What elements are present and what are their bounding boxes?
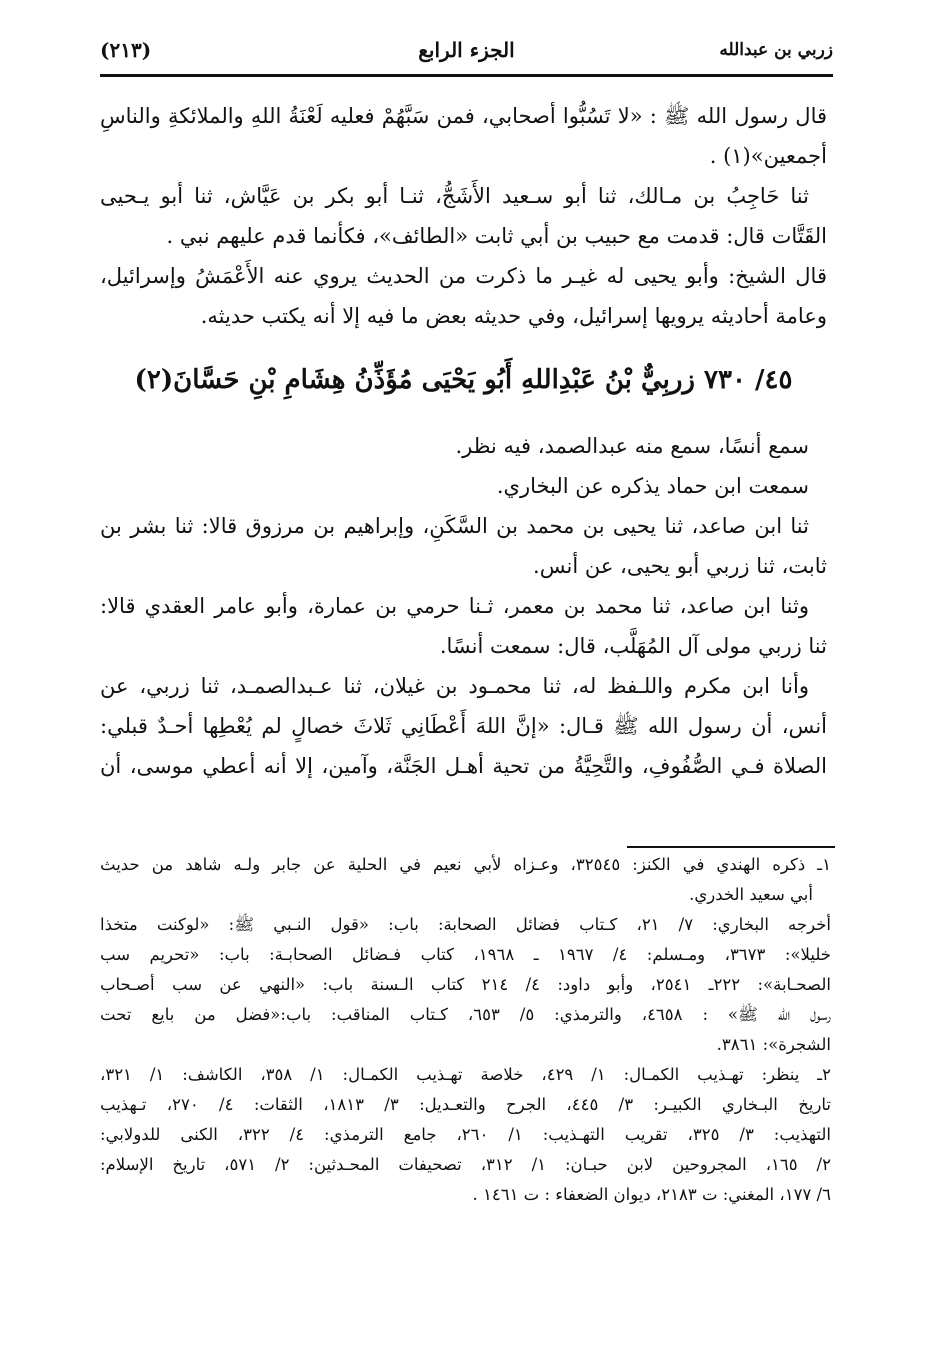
- footnote-line: أبي سعيد الخدري.: [689, 885, 813, 904]
- entry-heading-block: [100, 358, 827, 402]
- text-line: وعامة أحاديثه يرويها إسرائيل، وفي حديثه بعض ما فيه إلا أنه يكتب حديثه.: [200, 304, 827, 328]
- text-line: قال رسول الله ﷺ : «لا تَسُبُّوا أصحابي، فمن سَبَّهُمْ فعليه لَعْنَةُ اللهِ والملائكةِ والناسِ: [100, 104, 827, 128]
- footnote-line: الشجرة»: ٣٨٦١.: [716, 1035, 831, 1054]
- footnote-line: ٢/ ١٦٥، المجروحين لابن حبـان: ١/ ٣١٢، تصحيفات المحـدثين: ٢/ ٥٧١، تاريخ الإسلام:: [100, 1155, 831, 1174]
- footnote-line: الصحـابة»: ٢٢٢ـ ٢٥٤١، وأبو داود: ٤/ ٢١٤ كتاب الـسنة باب: «النهي عن سب أصـحاب: [100, 975, 831, 994]
- text-line: ثنا حَاجِبُ بن مـالك، ثنا أبو سـعيد الأَشَجُّ، ثنـا أبو بكر بن عَيَّاش، ثنا أبو يـحيى: [100, 184, 809, 208]
- footnote-line: التهذيب: ٣/ ٣٢٥، تقريب التهـذيب: ١/ ٢٦٠، جامع الترمذي: ٤/ ٣٢٢، الكنى للدولابي:: [100, 1125, 831, 1144]
- running-header: [100, 34, 833, 74]
- text-line: ثنا زربي مولى آل المُهَلَّب، قال: سمعت أنسًا.: [439, 634, 827, 658]
- text-line: القَتَّات قال: قدمت مع حبيب بن أبي ثابت «الطائف»، فكأنما قدم عليهم نبي .: [166, 224, 827, 248]
- footnotes: [100, 850, 831, 1210]
- text-line: سمعت ابن حماد يذكره عن البخاري.: [496, 474, 809, 498]
- footnote-divider: [627, 846, 835, 848]
- text-line: وأنا ابن مكرم واللـفظ له، ثنا محمـود بن غيلان، ثنا عـبدالصمـد، ثنا زربي، عن: [100, 674, 809, 698]
- text-line: سمع أنسًا، سمع منه عبدالصمد، فيه نظر.: [455, 434, 809, 458]
- text-line: ثابت، ثنا زربي أبو يحيى، عن أنس.: [533, 554, 827, 578]
- main-text-top: [100, 96, 827, 336]
- text-line: الصلاة فـي الصُّفُوفِ، والتَّحِيَّةُ من تحية أهـل الجَنَّة، وآمين، إلا أنه أعطي موسى، أن: [100, 754, 827, 778]
- main-text-bottom: [100, 426, 827, 786]
- footnote-line: رسول الله ﷺ» : ٤٦٥٨، والترمذي: ٥/ ٦٥٣، كـتاب المناقب: باب:«فضل من بايع تحت: [100, 1005, 832, 1024]
- footnote-line: أخرجه البخاري: ٧/ ٢١، كـتاب فضائل الصحابة: باب: «قول النـبي ﷺ: «لوكنت متخذا: [100, 915, 831, 934]
- footnote-line: ١ـ ذكره الهندي في الكنز: ٣٢٥٤٥، وعـزاه لأبي نعيم في الحلية عن جابر ولـه شاهد من حديث: [100, 855, 832, 874]
- volume-label: الجزء الرابع: [418, 38, 515, 62]
- footnote-line: خليلا»: ٣٦٧٣، ومـسلم: ٤/ ١٩٦٧ ـ ١٩٦٨، كتاب فـضائل الصحابـة: باب: «تحريم سب: [100, 945, 831, 964]
- running-title: زربي بن عبدالله: [719, 40, 833, 60]
- footnote-line: ٦/ ١٧٧، المغني: ت ٢١٨٣، ديوان الضعفاء : ت ١٤٦١ .: [472, 1185, 831, 1204]
- text-line: قال الشيخ: وأبو يحيى له غيـر ما ذكرت من الحديث يروي عنه الأَعْمَشُ وإسرائيل،: [100, 264, 827, 288]
- text-line: ثنا ابن صاعد، ثنا يحيى بن محمد بن السَّكَنِ، وإبراهيم بن مرزوق قالا: ثنا بشر بن: [100, 514, 809, 538]
- text-line: أنس، أن رسول الله ﷺ قـال: «إنَّ اللهَ أَعْطَانِي ثَلاثَ خصالٍ لم يُعْطِها أحـدٌ قبلي:: [100, 714, 827, 738]
- footnote-line: تاريخ البـخاري الكبيـر: ٣/ ٤٤٥، الجرح والتعـديل: ٣/ ١٨١٣، الثقات: ٤/ ٢٧٠، تـهذيب: [100, 1095, 832, 1114]
- header-divider: [100, 74, 833, 77]
- page-number: (٢١٣): [100, 38, 152, 62]
- entry-heading: ٤٥/ ٧٣٠ زربِيٌّ بْنُ عَبْدِاللهِ أَبُو يَحْيَى مُؤَذِّنُ هِشَامِ بْنِ حَسَّانَ(٢): [134, 365, 793, 395]
- footnote-line: ٢ـ ينظر: تهـذيب الكمـال: ١/ ٤٢٩، خلاصة تهـذيب الكمـال: ١/ ٣٥٨، الكاشف: ١/ ٣٢١،: [100, 1065, 831, 1084]
- text-line: أجمعين»(١) .: [709, 144, 827, 168]
- text-line: وثنا ابن صاعد، ثنا محمد بن معمر، ثـنا حرمي بن عمارة، وأبو عامر العقدي قالا:: [100, 594, 809, 618]
